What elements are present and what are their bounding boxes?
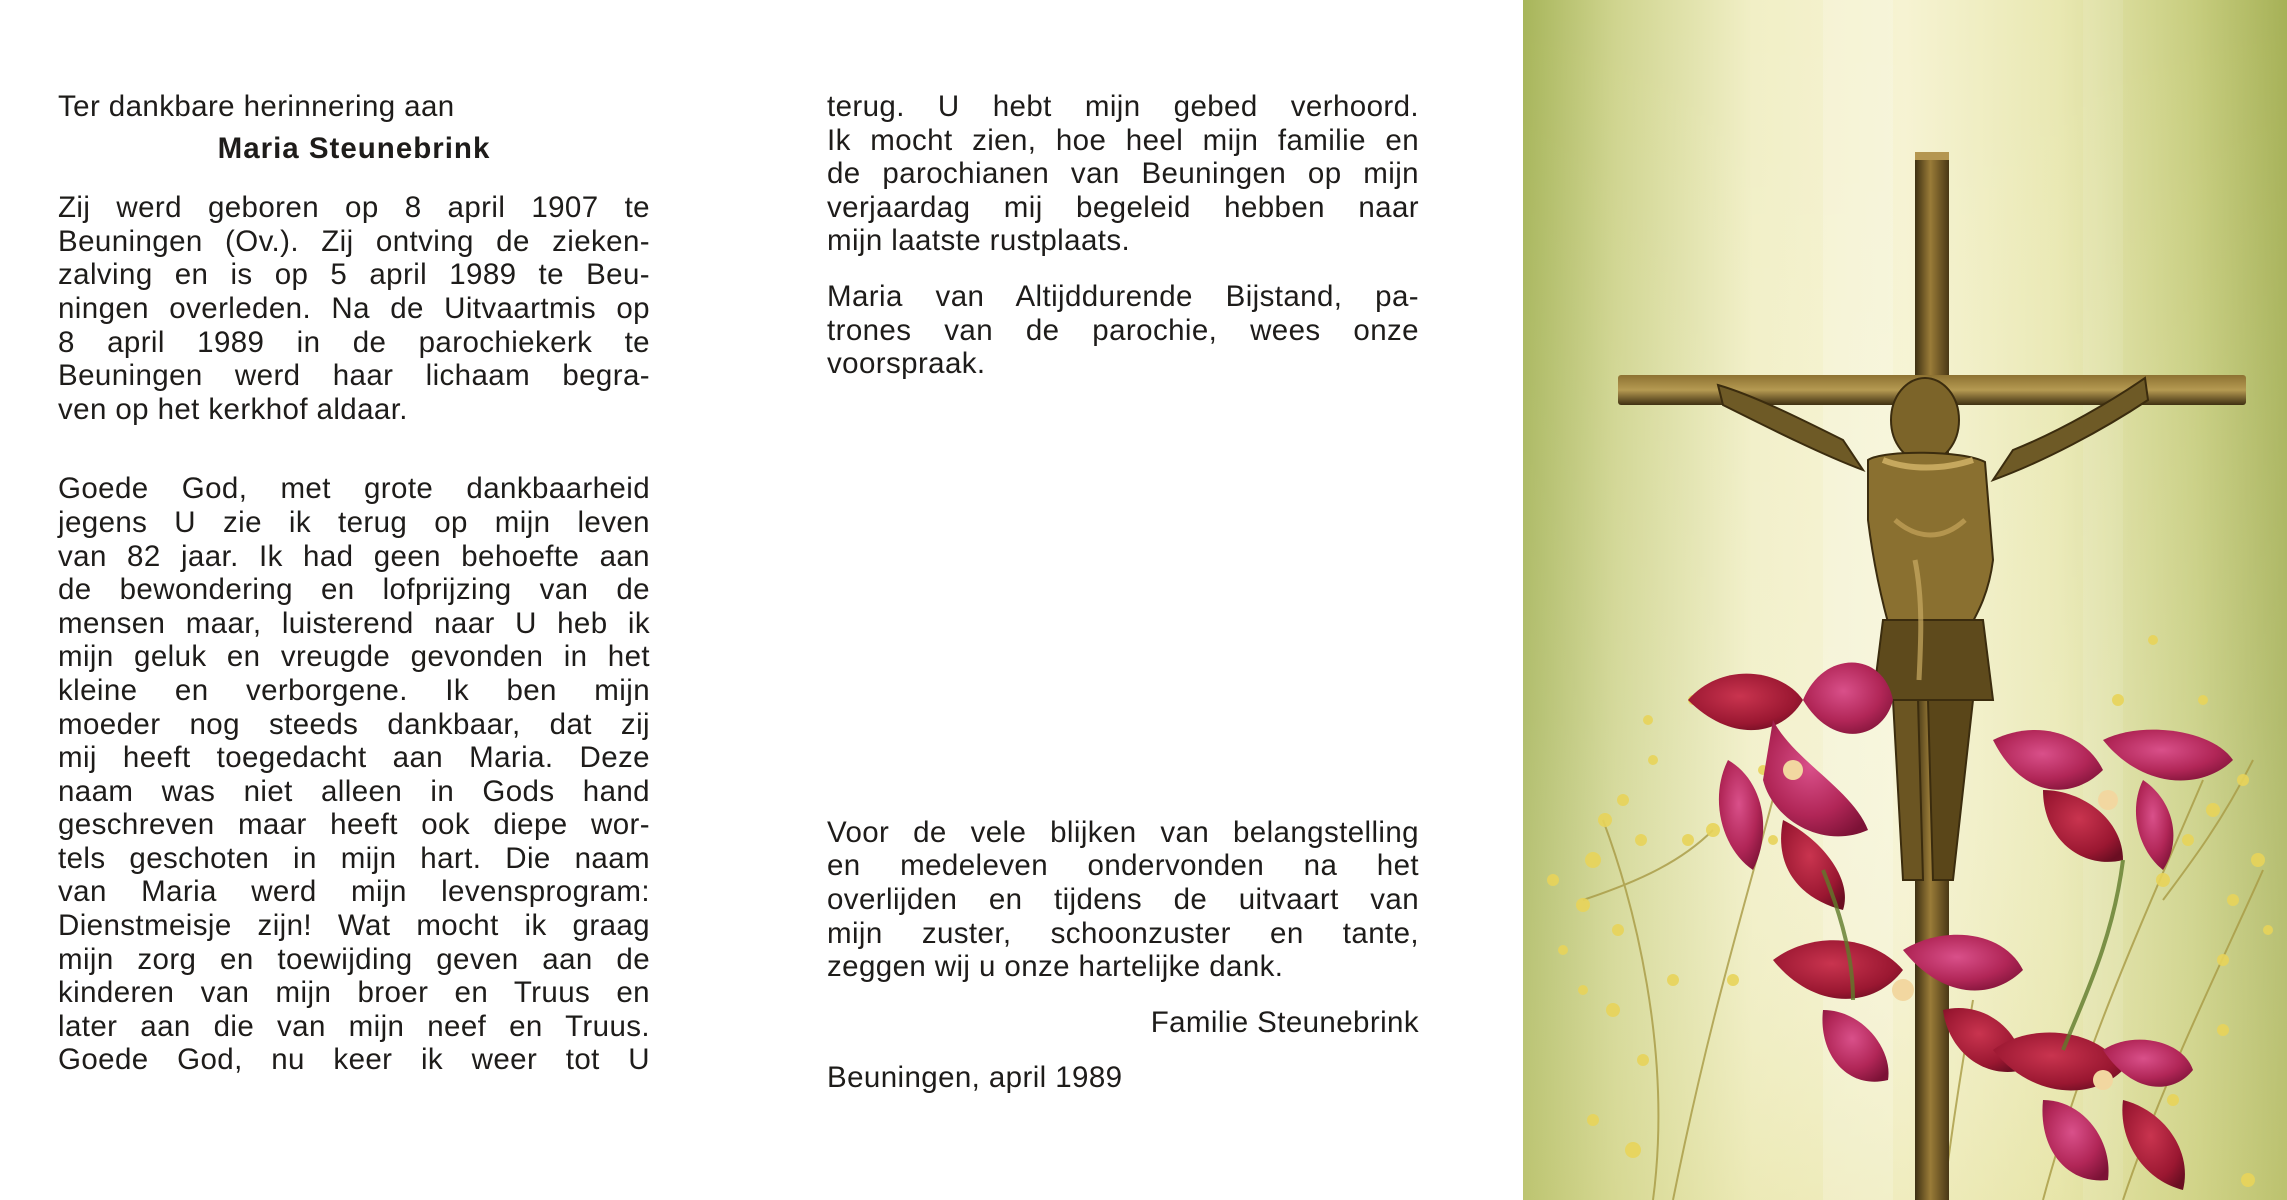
prayer-line: Dienstmeisje zijn! Wat mocht ik graag (58, 909, 650, 943)
prayer-line: verjaardag mij begeleid hebben naar (827, 190, 1419, 224)
deceased-name: Maria Steunebrink (217, 131, 491, 165)
prayer-line: van Maria werd mijn levensprogram: (58, 875, 650, 909)
bio-line: ven op het kerkhof aldaar. (58, 392, 408, 426)
prayer-line: van 82 jaar. Ik had geen behoefte aan (58, 539, 650, 573)
crucifix-illustration (1523, 0, 2287, 1200)
bio-line: 8 april 1989 in de parochiekerk te (58, 325, 650, 359)
bio-line: Zij werd geboren op 8 april 1907 te (58, 191, 650, 225)
prayer-paragraph-part2 (827, 90, 1419, 258)
prayer-line: kleine en verborgene. Ik ben mijn (58, 673, 650, 707)
thanks-line: Voor de vele blijken van belangstelling (827, 815, 1419, 849)
thanks-line: mijn zuster, schoonzuster en tante, (827, 916, 1419, 950)
prayer-line: kinderen van mijn broer en Truus en (58, 976, 650, 1010)
prayer-line: Ik mocht zien, hoe heel mijn familie en (827, 123, 1419, 157)
prayer-line: mensen maar, luisterend naar U heb ik (58, 606, 650, 640)
left-text-column (58, 90, 650, 1077)
prayer-line: Goede God, met grote dankbaarheid (58, 472, 650, 506)
thanks-line: zeggen wij u onze hartelijke dank. (827, 950, 1284, 984)
prayer-line: mijn laatste rustplaats. (827, 224, 1131, 258)
prayer-line: moeder nog steeds dankbaar, dat zij (58, 707, 650, 741)
prayer-paragraph-part1 (58, 472, 650, 1077)
place-and-date: Beuningen, april 1989 (827, 1061, 1123, 1095)
intro-line: Ter dankbare herinnering aan (58, 90, 455, 123)
prayer-line: mijn zorg en toewijding geven aan de (58, 942, 650, 976)
family-signature: Familie Steunebrink (1150, 1005, 1419, 1039)
prayer-line: mij heeft toegedacht aan Maria. Deze (58, 741, 650, 775)
thanks-paragraph (827, 816, 1419, 984)
prayer-line: de bewondering en lofprijzing van de (58, 573, 650, 607)
invocation-line: trones van de parochie, wees onze (827, 313, 1419, 347)
prayer-line: de parochianen van Beuningen op mijn (827, 157, 1419, 191)
middle-text-column (827, 90, 1419, 1095)
prayer-line: tels geschoten in mijn hart. Die naam (58, 841, 650, 875)
invocation-line: voorspraak. (827, 347, 986, 381)
prayer-line: jegens U zie ik terug op mijn leven (58, 505, 650, 539)
bio-line: Beuningen (Ov.). Zij ontving de zieken- (58, 224, 650, 258)
prayer-line: Goede God, nu keer ik weer tot U (58, 1043, 650, 1077)
prayer-line: mijn geluk en vreugde gevonden in het (58, 640, 650, 674)
invocation-line: Maria van Altijddurende Bijstand, pa- (827, 279, 1419, 313)
prayer-line: terug. U hebt mijn gebed verhoord. (827, 90, 1419, 123)
prayer-line: naam was niet alleen in Gods hand (58, 774, 650, 808)
patroness-invocation (827, 280, 1419, 381)
bio-line: ningen overleden. Na de Uitvaartmis op (58, 291, 650, 325)
biography-paragraph (58, 191, 650, 426)
bio-line: Beuningen werd haar lichaam begra- (58, 359, 650, 393)
thanks-line: overlijden en tijdens de uitvaart van (827, 882, 1419, 916)
bio-line: zalving en is op 5 april 1989 te Beu- (58, 258, 650, 292)
prayer-line: later aan die van mijn neef en Truus. (58, 1009, 650, 1043)
crucifix-photo (1523, 0, 2287, 1200)
prayer-line: geschreven maar heeft ook diepe wor- (58, 808, 650, 842)
thanks-line: en medeleven ondervonden na het (827, 849, 1419, 883)
